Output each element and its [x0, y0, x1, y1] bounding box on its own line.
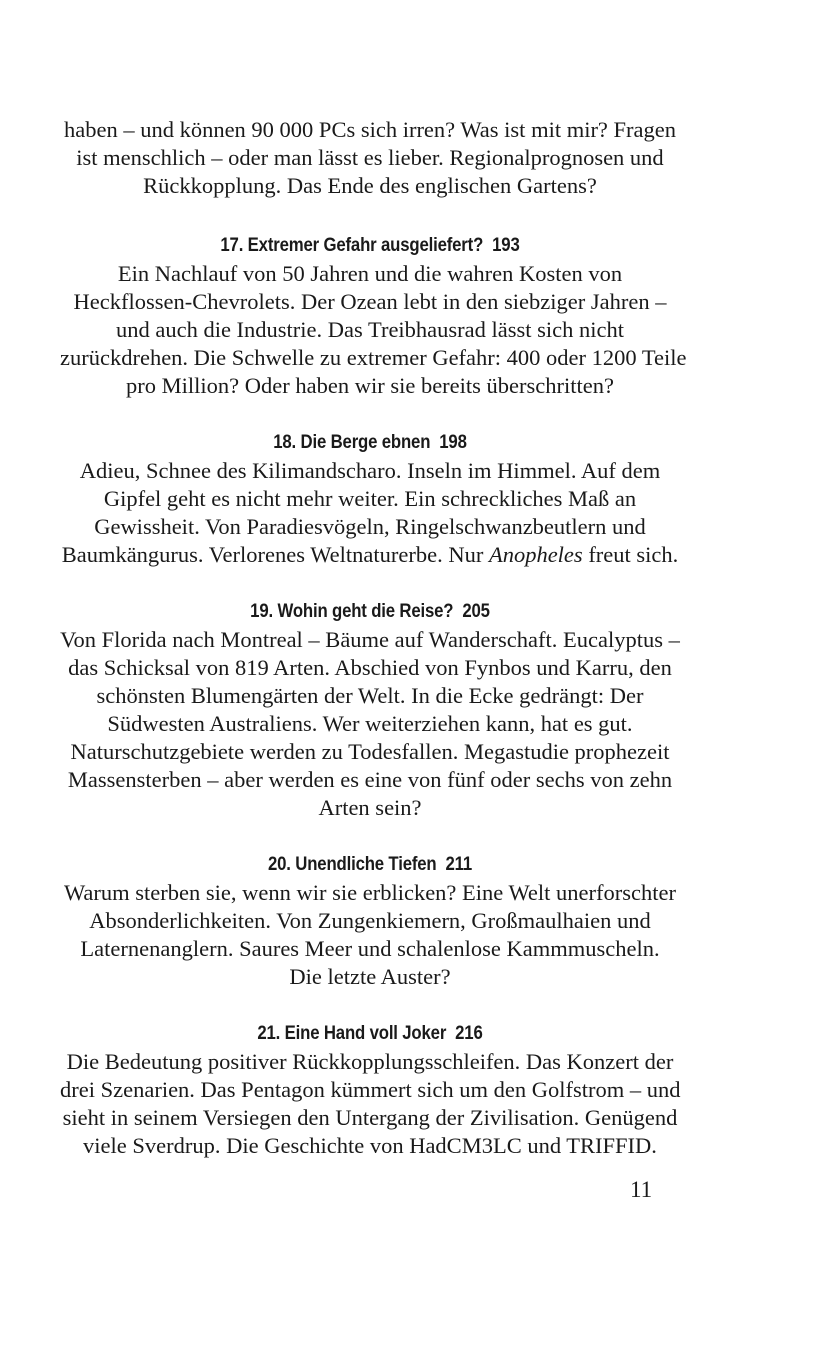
- chapter-title: 20. Unendliche Tiefen: [267, 853, 437, 875]
- chapter-title: 18. Die Berge ebnen: [273, 431, 431, 453]
- chapter-20: [60, 851, 680, 991]
- chapter-summary: [60, 879, 680, 991]
- chapter-summary: [60, 1048, 680, 1160]
- chapter-page-number: 193: [492, 234, 520, 256]
- text-line: drei Szenarien. Das Pentagon kümmert sich um den Golfstrom – und: [60, 1077, 681, 1102]
- text-line: und auch die Industrie. Das Treibhausrad lässt sich nicht: [115, 317, 625, 342]
- chapter-page-number: 205: [462, 600, 490, 622]
- chapter-page-number: 211: [445, 853, 473, 875]
- text-line: Arten sein?: [318, 795, 422, 820]
- chapter-18: [60, 429, 680, 569]
- text-line: haben – und können 90 000 PCs sich irren? Was ist mit mir? Fragen: [63, 117, 677, 142]
- text-line: Heckflossen-Chevrolets. Der Ozean lebt in den siebziger Jahren –: [73, 289, 667, 314]
- chapter-17: [60, 232, 687, 400]
- text-line: schönsten Blumengärten der Welt. In die Ecke gedrängt: Der: [96, 683, 644, 708]
- table-of-contents: [60, 116, 687, 1160]
- intro-paragraph: [60, 116, 680, 200]
- text-line: Absonderlichkeiten. Von Zungenkiemern, Großmaulhaien und: [89, 908, 651, 933]
- text-line: Rückkopplung. Das Ende des englischen Gartens?: [143, 173, 597, 198]
- chapter-summary: [60, 457, 680, 569]
- chapter-title: 17. Extremer Gefahr ausgeliefert?: [220, 234, 484, 256]
- text-line: Massensterben – aber werden es eine von fünf oder sechs von zehn: [67, 767, 673, 792]
- species-name: Anopheles: [488, 542, 583, 567]
- text-segment: Baumkängurus. Verlorenes Weltnaturerbe. Nur: [61, 542, 489, 567]
- text-line: Warum sterben sie, wenn wir sie erblicken? Eine Welt unerforschter: [64, 880, 676, 905]
- text-line: Gipfel geht es nicht mehr weiter. Ein schreckliches Maß an: [103, 486, 637, 511]
- text-line: Ein Nachlauf von 50 Jahren und die wahren Kosten von: [117, 261, 623, 286]
- text-line: Laternenanglern. Saures Meer und schalenlose Kammmuscheln.: [80, 936, 660, 961]
- chapter-page-number: 198: [439, 431, 467, 453]
- text-line: Adieu, Schnee des Kilimandscharo. Inseln im Himmel. Auf dem: [79, 458, 661, 483]
- chapter-heading: [103, 851, 636, 877]
- text-line: viele Sverdrup. Die Geschichte von HadCM3LC und TRIFFID.: [83, 1133, 657, 1158]
- text-line: Von Florida nach Montreal – Bäume auf Wanderschaft. Eucalyptus –: [60, 627, 680, 652]
- page-number: 11: [630, 1177, 653, 1202]
- text-line: Die letzte Auster?: [289, 964, 451, 989]
- text-line: das Schicksal von 819 Arten. Abschied von Fynbos und Karru, den: [68, 655, 672, 680]
- chapter-21: [60, 1020, 680, 1160]
- text-line: ist menschlich – oder man lässt es lieber. Regionalprognosen und: [76, 145, 664, 170]
- chapter-summary: [60, 626, 680, 822]
- chapter-page-number: 216: [455, 1022, 483, 1044]
- text-line: Südwesten Australiens. Wer weiterziehen kann, hat es gut.: [107, 711, 633, 736]
- text-line: Die Bedeutung positiver Rückkopplungsschleifen. Das Konzert der: [66, 1049, 674, 1074]
- chapter-heading: [103, 598, 636, 624]
- text-line: Naturschutzgebiete werden zu Todesfallen. Megastudie prophezeit: [70, 739, 670, 764]
- text-line: Gewissheit. Von Paradiesvögeln, Ringelschwanzbeutlern und: [94, 514, 646, 539]
- chapter-title: 21. Eine Hand voll Joker: [257, 1022, 447, 1044]
- chapter-heading: [103, 1020, 636, 1046]
- chapter-title: 19. Wohin geht die Reise?: [250, 600, 454, 622]
- text-line: pro Million? Oder haben wir sie bereits überschritten?: [126, 373, 614, 398]
- chapter-19: [60, 598, 680, 822]
- chapter-summary: [60, 260, 687, 400]
- text-line: sieht in seinem Versiegen den Untergang der Zivilisation. Genügend: [62, 1105, 678, 1130]
- text-line: [60, 541, 680, 569]
- chapter-heading: [103, 429, 636, 455]
- chapter-heading: [103, 232, 636, 258]
- text-segment: freut sich.: [582, 542, 679, 567]
- text-line: zurückdrehen. Die Schwelle zu extremer Gefahr: 400 oder 1200 Teile: [60, 345, 687, 370]
